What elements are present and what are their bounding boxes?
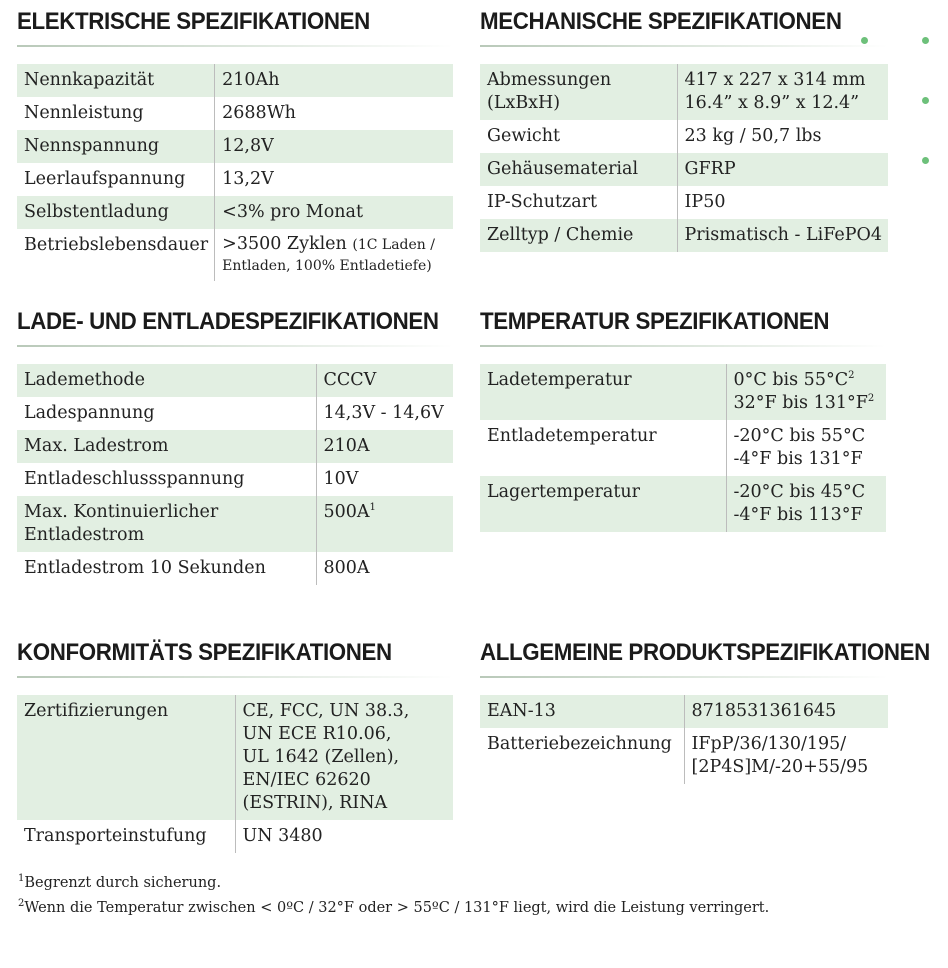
spec-value-note: (1C Laden / — [352, 237, 435, 253]
spec-label: Entladestrom 10 Sekunden — [17, 552, 316, 585]
spec-value — [726, 364, 886, 420]
table-row — [17, 196, 453, 229]
spec-value-line: -4°F bis 113°F — [733, 505, 863, 525]
table-row — [480, 186, 888, 219]
section-divider — [17, 345, 453, 347]
spec-value: 12,8V — [215, 130, 453, 163]
spec-label: IP-Schutzart — [480, 186, 677, 219]
spec-table — [480, 64, 888, 252]
spec-value-line: UL 1642 (Zellen), — [242, 747, 400, 767]
spec-label: Transporteinstufung — [17, 820, 235, 853]
footnote-ref: 2 — [867, 393, 875, 405]
table-row — [17, 397, 453, 430]
table-row — [480, 364, 886, 420]
spec-value — [726, 420, 886, 476]
spec-label: Batteriebezeichnung — [480, 728, 684, 784]
decor-dot — [922, 157, 929, 164]
spec-label: Nennleistung — [17, 97, 215, 130]
spec-value — [684, 728, 888, 784]
spec-label: Entladetemperatur — [480, 420, 726, 476]
spec-label-line: (LxBxH) — [487, 93, 561, 113]
spec-value-line: -4°F bis 131°F — [733, 449, 863, 469]
spec-label-line: Entladestrom — [24, 525, 145, 545]
table-row — [17, 430, 453, 463]
table-row — [17, 496, 453, 552]
section-laden — [17, 308, 453, 585]
spec-value — [726, 476, 886, 532]
table-row — [480, 476, 886, 532]
spec-value: GFRP — [677, 153, 888, 186]
spec-value: IP50 — [684, 192, 726, 212]
spec-value-line: (ESTRIN), RINA — [242, 793, 388, 813]
spec-value-line: EN/IEC 62620 — [242, 770, 371, 790]
spec-label: Gewicht — [480, 120, 677, 153]
spec-label: Lagertemperatur — [480, 476, 726, 532]
section-divider — [480, 676, 888, 678]
decor-dot — [922, 37, 929, 44]
spec-value: <3% pro Monat — [215, 196, 453, 229]
spec-value: 210A — [316, 430, 453, 463]
table-row — [17, 552, 453, 585]
table-row — [17, 130, 453, 163]
spec-value — [316, 496, 453, 552]
spec-value-line: -20°C bis 55°C — [733, 426, 866, 446]
spec-value: 8718531361645 — [684, 695, 888, 728]
section-title: KONFORMITÄTS SPEZIFIKATIONEN — [17, 639, 392, 666]
footnote-ref: 1 — [369, 502, 376, 514]
spec-value-line: [2P4S]M/-20+55/95 — [691, 757, 869, 777]
spec-value: 2688Wh — [222, 103, 296, 123]
spec-value: 800A — [323, 558, 370, 578]
table-row — [480, 695, 888, 728]
decor-dot — [922, 97, 929, 104]
table-row — [17, 97, 453, 130]
spec-value — [215, 229, 453, 281]
spec-value-line: CE, FCC, UN 38.3, — [242, 701, 410, 721]
spec-label: Entladeschlussspannung — [17, 463, 316, 496]
section-title: MECHANISCHE SPEZIFIKATIONEN — [480, 8, 842, 35]
section-title: TEMPERATUR SPEZIFIKATIONEN — [480, 308, 830, 335]
table-row — [480, 420, 886, 476]
section-title: LADE- UND ENTLADESPEZIFIKATIONEN — [17, 308, 439, 335]
table-row — [480, 64, 888, 120]
spec-value-line: 417 x 227 x 314 mm — [684, 70, 866, 90]
spec-table — [17, 695, 453, 853]
spec-label: Zelltyp / Chemie — [480, 219, 677, 252]
spec-label — [17, 496, 316, 552]
footnote-text: Wenn die Temperatur zwischen < 0ºC / 32°F oder > 55ºC / 131°F liegt, wird die Leistung verringert. — [24, 900, 770, 916]
section-divider — [17, 676, 453, 678]
spec-value: 13,2V — [222, 169, 274, 189]
spec-label: Zertifizierungen — [17, 695, 235, 820]
footnote-ref: 2 — [848, 370, 855, 382]
section-temperatur — [480, 308, 886, 532]
spec-table — [480, 364, 886, 532]
spec-label-line: Abmessungen — [487, 70, 612, 90]
spec-label: Ladetemperatur — [480, 364, 726, 420]
spec-value: 210Ah — [215, 64, 453, 97]
spec-value-line: 0°C bis 55°C — [733, 370, 849, 390]
spec-label: Gehäusematerial — [480, 153, 677, 186]
section-elektrisch — [17, 8, 453, 281]
spec-label: Selbstentladung — [17, 196, 215, 229]
spec-value: UN 3480 — [242, 826, 323, 846]
spec-value: 14,3V - 14,6V — [323, 403, 444, 423]
spec-value: Prismatisch - LiFePO4 — [677, 219, 888, 252]
footnote — [18, 899, 769, 917]
footnote-mark: 2 — [18, 898, 25, 910]
spec-value-main: 500A — [323, 502, 370, 522]
section-title: ALLGEMEINE PRODUKTSPEZIFIKATIONEN — [480, 639, 930, 666]
spec-value-line: 32°F bis 131°F — [733, 393, 868, 413]
spec-value-line: -20°C bis 45°C — [733, 482, 866, 502]
section-konformitaet — [17, 639, 453, 853]
spec-label: Nennkapazität — [17, 64, 215, 97]
table-row — [17, 695, 453, 820]
section-title: ELEKTRISCHE SPEZIFIKATIONEN — [17, 8, 370, 35]
spec-value: 23 kg / 50,7 lbs — [684, 126, 822, 146]
table-row — [480, 120, 888, 153]
spec-value-line: IFpP/36/130/195/ — [691, 734, 847, 754]
spec-value-line: UN ECE R10.06, — [242, 724, 392, 744]
table-row — [480, 219, 888, 252]
spec-value-line: 16.4” x 8.9” x 12.4” — [684, 93, 860, 113]
table-row — [17, 163, 453, 196]
spec-value-main: >3500 Zyklen — [222, 234, 347, 254]
spec-table — [17, 64, 453, 281]
table-row — [17, 463, 453, 496]
section-divider — [17, 45, 453, 47]
spec-label: EAN-13 — [480, 695, 684, 728]
spec-label: Betriebslebensdauer — [17, 229, 215, 281]
footnote-mark: 1 — [18, 873, 25, 885]
table-row — [17, 820, 453, 853]
spec-label — [480, 64, 677, 120]
section-divider — [480, 345, 886, 347]
table-row — [17, 64, 453, 97]
spec-value: 10V — [323, 469, 359, 489]
spec-table — [480, 695, 888, 784]
spec-table — [17, 364, 453, 585]
spec-label-line: Max. Kontinuierlicher — [24, 502, 219, 522]
spec-label: Nennspannung — [17, 130, 215, 163]
table-row — [480, 153, 888, 186]
spec-value — [235, 695, 453, 820]
spec-value: CCCV — [316, 364, 453, 397]
footnote-text: Begrenzt durch sicherung. — [24, 875, 222, 891]
spec-value-note: Entladen, 100% Entladetiefe) — [222, 258, 432, 274]
spec-label: Leerlaufspannung — [17, 163, 215, 196]
section-mechanisch — [480, 8, 888, 252]
table-row — [480, 728, 888, 784]
spec-label: Max. Ladestrom — [17, 430, 316, 463]
spec-value — [677, 64, 888, 120]
section-allgemein — [480, 639, 930, 784]
spec-label: Ladespannung — [17, 397, 316, 430]
section-divider — [480, 45, 888, 47]
spec-label: Lademethode — [17, 364, 316, 397]
table-row — [17, 364, 453, 397]
footnote — [18, 874, 221, 892]
table-row — [17, 229, 453, 281]
